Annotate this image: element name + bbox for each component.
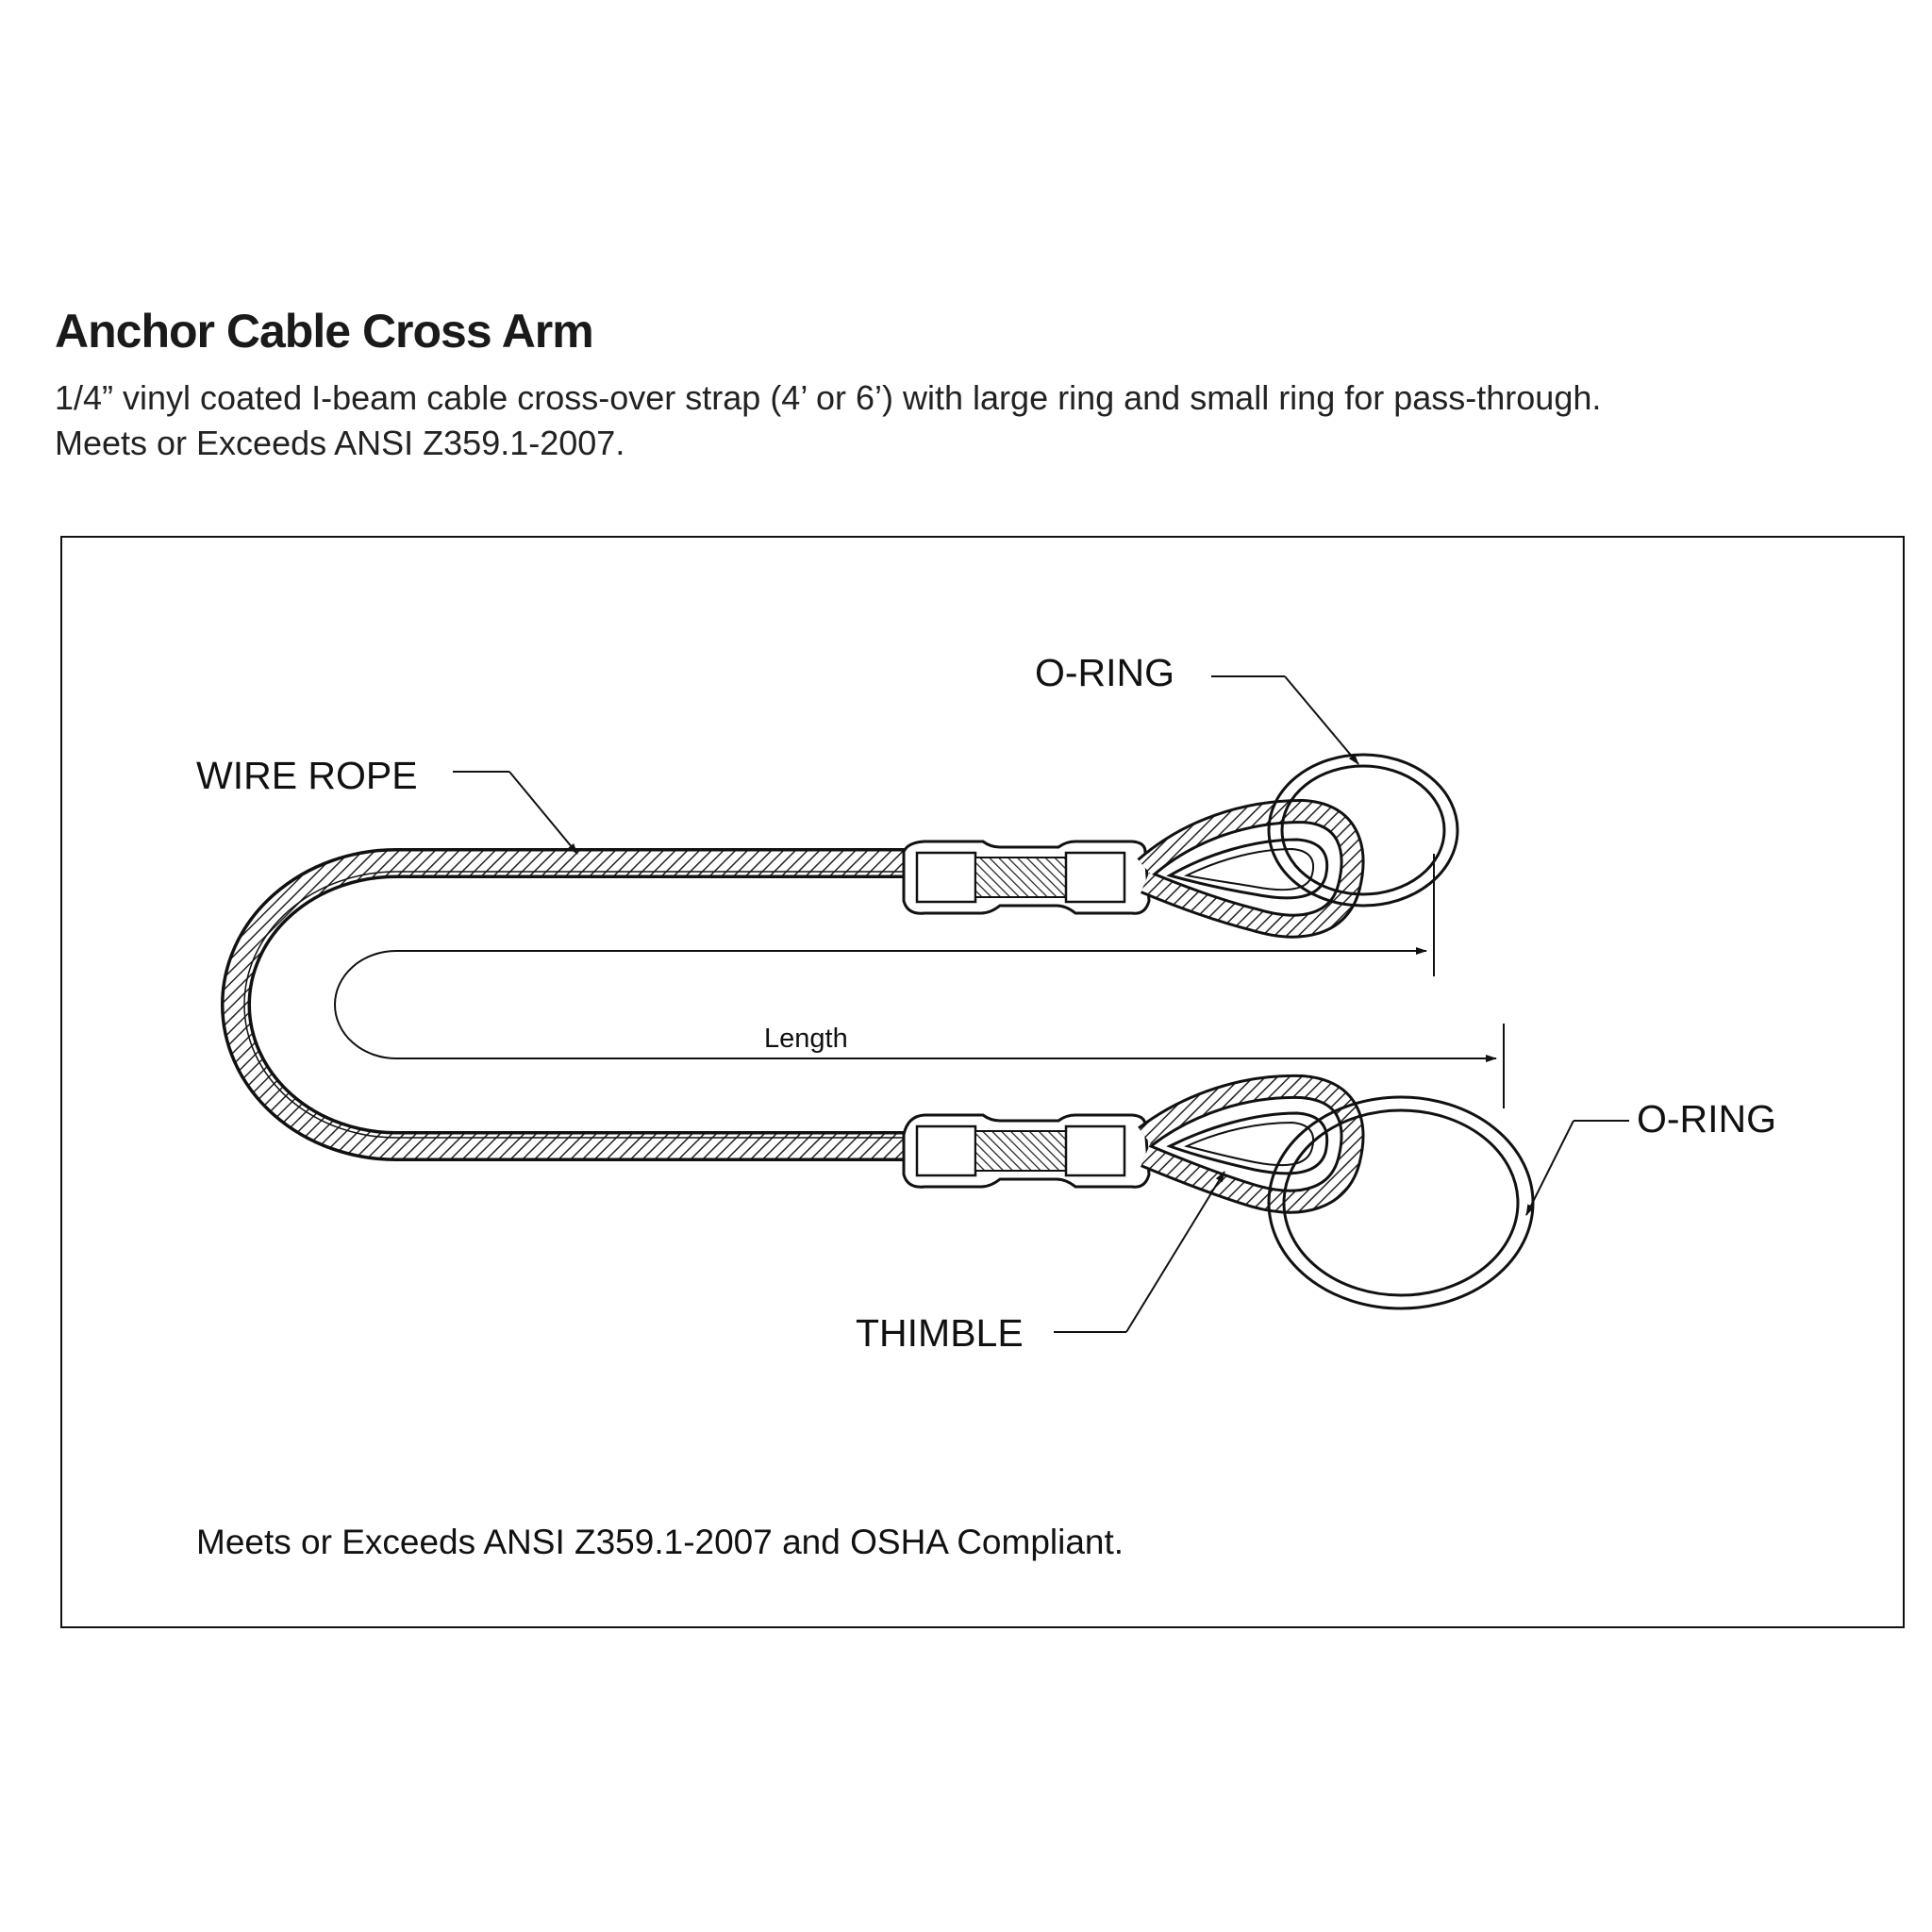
description-line-2: Meets or Exceeds ANSI Z359.1-2007.	[55, 424, 625, 462]
diagram-frame	[61, 537, 1904, 1627]
length-label: Length	[764, 1024, 848, 1054]
leader-wire-rope	[196, 754, 577, 854]
thimble-bottom	[1145, 1087, 1352, 1202]
page-title: Anchor Cable Cross Arm	[55, 305, 593, 358]
label-thimble: THIMBLE	[856, 1311, 1024, 1355]
label-wire-rope: WIRE ROPE	[196, 754, 418, 797]
leader-o-ring-bottom	[1526, 1097, 1776, 1215]
ferrule-top	[904, 841, 1149, 913]
wire-rope	[236, 863, 908, 1146]
label-o-ring-top: O-RING	[1035, 651, 1175, 694]
compliance-note: Meets or Exceeds ANSI Z359.1-2007 and OSHA Compliant.	[196, 1523, 1124, 1561]
label-o-ring-bottom: O-RING	[1637, 1097, 1777, 1141]
leader-o-ring-top	[1035, 651, 1358, 764]
o-ring-top	[1269, 755, 1457, 906]
leader-thimble	[856, 1172, 1224, 1355]
thimble-top	[1145, 811, 1352, 926]
description-line-1: 1/4” vinyl coated I-beam cable cross-over strap (4’ or 6’) with large ring and small ring for pass-through.	[55, 378, 1602, 417]
ferrule-bottom	[904, 1115, 1149, 1187]
